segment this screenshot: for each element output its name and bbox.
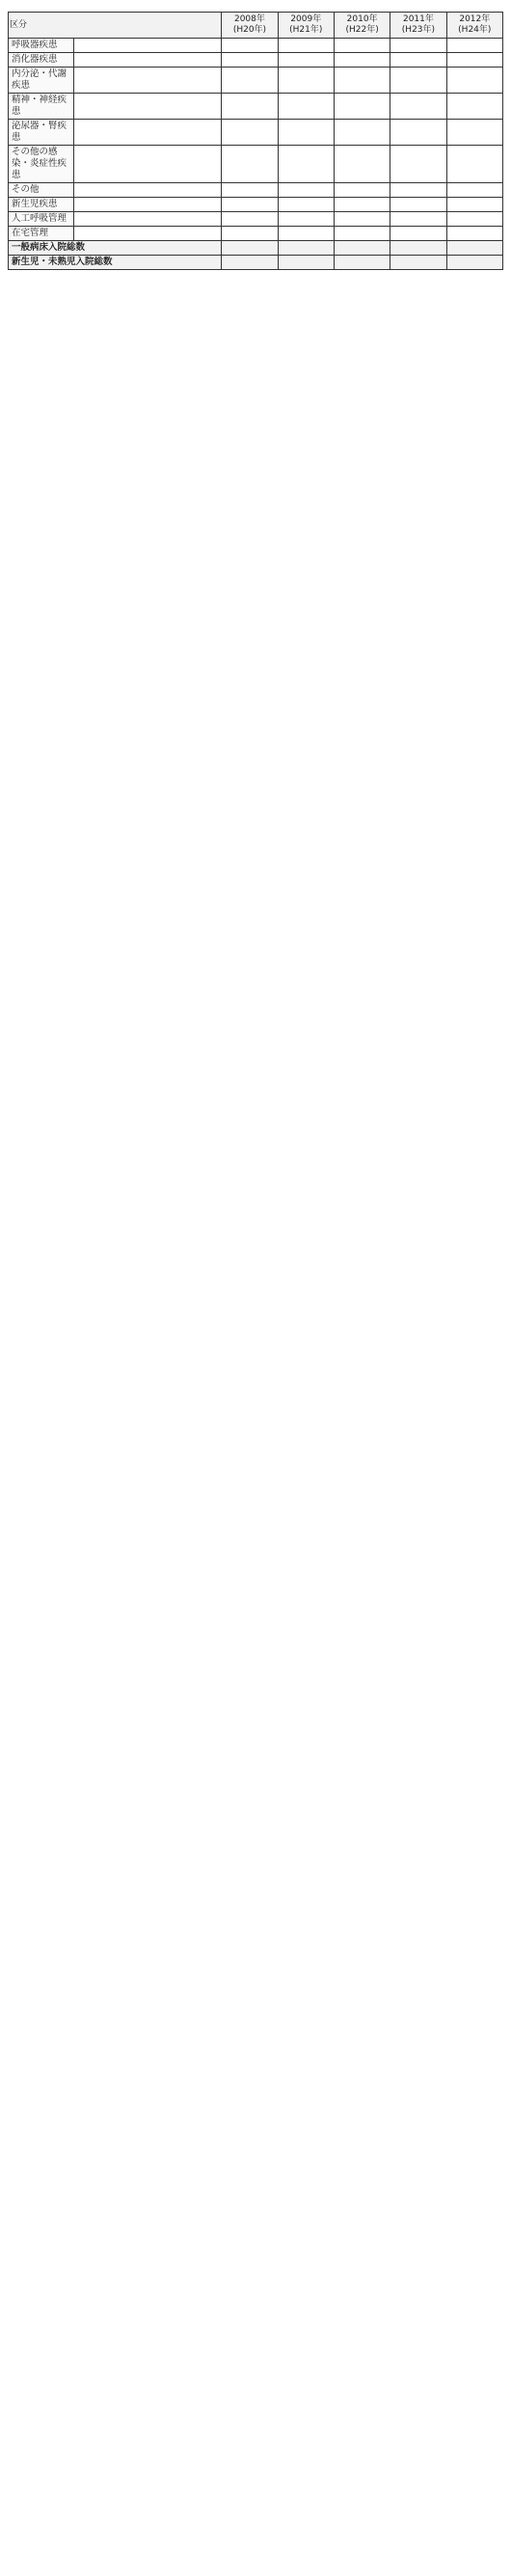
value-cell xyxy=(222,183,278,198)
value-cell xyxy=(390,39,446,53)
year-header: 2010年 (H22年) xyxy=(334,13,390,39)
value-cell xyxy=(278,120,334,146)
table-row xyxy=(9,53,503,68)
value-cell xyxy=(446,120,502,146)
year-header: 2011年 (H23年) xyxy=(390,13,446,39)
value-cell xyxy=(334,183,390,198)
value-cell xyxy=(278,68,334,94)
value-cell xyxy=(334,120,390,146)
total-value xyxy=(446,256,502,270)
item-cell xyxy=(74,183,222,198)
total-label: 新生児・未熟児入院総数 xyxy=(9,256,222,270)
table-row xyxy=(9,227,503,241)
category-cell: その他 xyxy=(9,183,74,198)
table-row xyxy=(9,120,503,146)
item-cell xyxy=(74,39,222,53)
item-cell xyxy=(74,212,222,227)
value-cell xyxy=(278,39,334,53)
value-cell xyxy=(222,68,278,94)
total-label: 一般病床入院総数 xyxy=(9,241,222,256)
table-row xyxy=(9,146,503,183)
header-row xyxy=(9,13,503,39)
value-cell xyxy=(278,94,334,120)
total-value xyxy=(390,256,446,270)
item-cell xyxy=(74,146,222,183)
value-cell xyxy=(278,212,334,227)
total-value xyxy=(446,241,502,256)
total-value xyxy=(278,241,334,256)
year-header: 2008年 (H20年) xyxy=(222,13,278,39)
value-cell xyxy=(446,227,502,241)
value-cell xyxy=(334,227,390,241)
value-cell xyxy=(390,68,446,94)
value-cell xyxy=(446,39,502,53)
value-cell xyxy=(278,53,334,68)
total-value xyxy=(222,241,278,256)
table-row xyxy=(9,198,503,212)
value-cell xyxy=(334,53,390,68)
table-row xyxy=(9,183,503,198)
value-cell xyxy=(334,146,390,183)
value-cell xyxy=(278,227,334,241)
value-cell xyxy=(278,146,334,183)
year-header: 2009年 (H21年) xyxy=(278,13,334,39)
category-cell: 消化器疾患 xyxy=(9,53,74,68)
value-cell xyxy=(446,183,502,198)
value-cell xyxy=(446,53,502,68)
table-row xyxy=(9,39,503,53)
item-cell xyxy=(74,198,222,212)
total-value xyxy=(334,256,390,270)
total-value xyxy=(222,256,278,270)
value-cell xyxy=(334,39,390,53)
year-header: 2012年 (H24年) xyxy=(446,13,502,39)
value-cell xyxy=(222,212,278,227)
value-cell xyxy=(390,227,446,241)
total-row xyxy=(9,241,503,256)
value-cell xyxy=(390,198,446,212)
table-row xyxy=(9,94,503,120)
total-row xyxy=(9,256,503,270)
category-cell: 呼吸器疾患 xyxy=(9,39,74,53)
value-cell xyxy=(390,53,446,68)
value-cell xyxy=(390,120,446,146)
value-cell xyxy=(446,146,502,183)
value-cell xyxy=(446,94,502,120)
value-cell xyxy=(222,120,278,146)
value-cell xyxy=(222,53,278,68)
value-cell xyxy=(334,94,390,120)
value-cell xyxy=(334,68,390,94)
value-cell xyxy=(222,39,278,53)
total-value xyxy=(334,241,390,256)
total-value xyxy=(390,241,446,256)
item-cell xyxy=(74,120,222,146)
item-cell xyxy=(74,94,222,120)
item-cell xyxy=(74,53,222,68)
value-cell xyxy=(278,183,334,198)
value-cell xyxy=(334,198,390,212)
total-value xyxy=(278,256,334,270)
value-cell xyxy=(446,212,502,227)
page xyxy=(0,0,511,278)
value-cell xyxy=(222,146,278,183)
value-cell xyxy=(222,227,278,241)
category-cell: 精神・神経疾患 xyxy=(9,94,74,120)
table-row xyxy=(9,68,503,94)
value-cell xyxy=(390,183,446,198)
value-cell xyxy=(222,94,278,120)
value-cell xyxy=(334,212,390,227)
value-cell xyxy=(446,68,502,94)
category-cell: その他の感染・炎症性疾患 xyxy=(9,146,74,183)
admissions-table xyxy=(8,12,503,270)
table-row xyxy=(9,212,503,227)
kubun-header: 区分 xyxy=(9,13,222,39)
item-cell xyxy=(74,227,222,241)
item-cell xyxy=(74,68,222,94)
category-cell: 内分泌・代謝疾患 xyxy=(9,68,74,94)
value-cell xyxy=(390,212,446,227)
category-cell: 新生児疾患 xyxy=(9,198,74,212)
category-cell: 在宅管理 xyxy=(9,227,74,241)
category-cell: 人工呼吸管理 xyxy=(9,212,74,227)
value-cell xyxy=(222,198,278,212)
value-cell xyxy=(278,198,334,212)
value-cell xyxy=(390,146,446,183)
table-body xyxy=(9,39,503,270)
category-cell: 泌尿器・腎疾患 xyxy=(9,120,74,146)
value-cell xyxy=(446,198,502,212)
value-cell xyxy=(390,94,446,120)
